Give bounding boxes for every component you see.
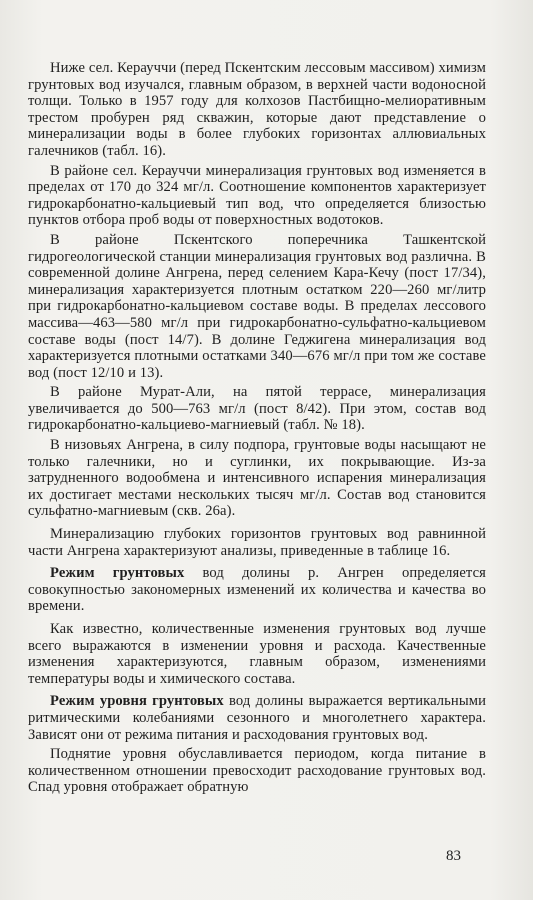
paragraph-1 (28, 60, 486, 160)
paragraph-7 (28, 565, 486, 615)
paragraph-9 (28, 693, 486, 743)
paragraph-2 (28, 163, 486, 229)
paragraph-10-text: Поднятие уровня обуславливается периодом, когда питание в количественном отношении превосходит расходование грунтовых вод. Спад уровня отображает обратную (28, 746, 486, 796)
paragraph-8 (28, 621, 486, 687)
paragraph-6 (28, 526, 486, 559)
paragraph-3-text: В районе Пскентского поперечника Ташкентской гидрогеологической станции минерализация грунтовых вод различна. В современной долине Ангрена, перед селением Кара-Кечу (пост 17/34), минерализация характеризуется плотным остатком 220—260 мг/литр при гидрокарбонатно-кальциевом составе воды. В пределах лессового массива—463—580 мг/л при гидрокарбонатно-сульфатно-кальциевом составе воды (пост 14/7). В долине Геджигена минерализация вод характеризуется плотными остатками 340—676 мг/л при том же составе вод (пост 12/10 и 13). (28, 231, 486, 381)
paragraph-8-text: Как известно, количественные изменения грунтовых вод лучше всего выражаются в изменении уровня и расхода. Качественные изменения характеризуются, главным образом, изменениями температуры воды и химического состава. (28, 621, 486, 687)
paragraph-5 (28, 437, 486, 520)
paragraph-5-text: В низовьях Ангрена, в силу подпора, грунтовые воды насыщают не только галечники, но и суглинки, их покрывающие. Из-за затрудненного водообмена и интенсивного испарения минерализация их достигает местами нескольких тысяч мг/л. Состав вод становится сульфатно-магниевым (скв. 26а). (28, 437, 486, 520)
paragraph-9-text: вод долины выражается вертикальными ритмическими колебаниями сезонного и многолетнего характера. Зависят они от режима питания и расходования грунтовых вод. (28, 693, 486, 743)
paragraph-7-lead: Режим грунтовых (50, 565, 185, 582)
paragraph-3 (28, 232, 486, 381)
paragraph-10 (28, 746, 486, 796)
paragraph-1-text: Ниже сел. Керауччи (перед Пскентским лессовым массивом) химизм грунтовых вод изучался, главным образом, в верхней части водоносной толщи. Только в 1957 году для колхозов Пастбищно-мелиоративным трестом пробурен ряд скважин, которые дают представление о минерализации воды в более глубоких горизонтах аллювиальных галечников (табл. 16). (28, 60, 486, 159)
paragraph-4-text: В районе Мурат-Али, на пятой террасе, минерализация увеличивается до 500—763 мг/л (пост 8/42). При этом, состав вод гидрокарбонатно-кальциево-магниевый (табл. № 18). (28, 384, 486, 434)
paragraph-6-text: Минерализацию глубоких горизонтов грунтовых вод равнинной части Ангрена характеризуют анализы, приведенные в таблице 16. (28, 526, 486, 559)
paragraph-4 (28, 384, 486, 434)
paragraph-7-text: вод долины р. Ангрен определяется совокупностью закономерных изменений их количества и качества во времени. (28, 565, 486, 615)
paragraph-9-lead: Режим уровня грунтовых (50, 693, 224, 710)
page-text (28, 60, 486, 799)
paragraph-2-text: В районе сел. Керауччи минерализация грунтовых вод изменяется в пределах от 170 до 324 мг/л. Соотношение компонентов характеризует гидрокарбонатно-кальциевый тип вод, что определяется близостью пунктов отбора проб воды от поверхностных водотоков. (28, 162, 486, 229)
page-number: 83 (446, 848, 461, 864)
